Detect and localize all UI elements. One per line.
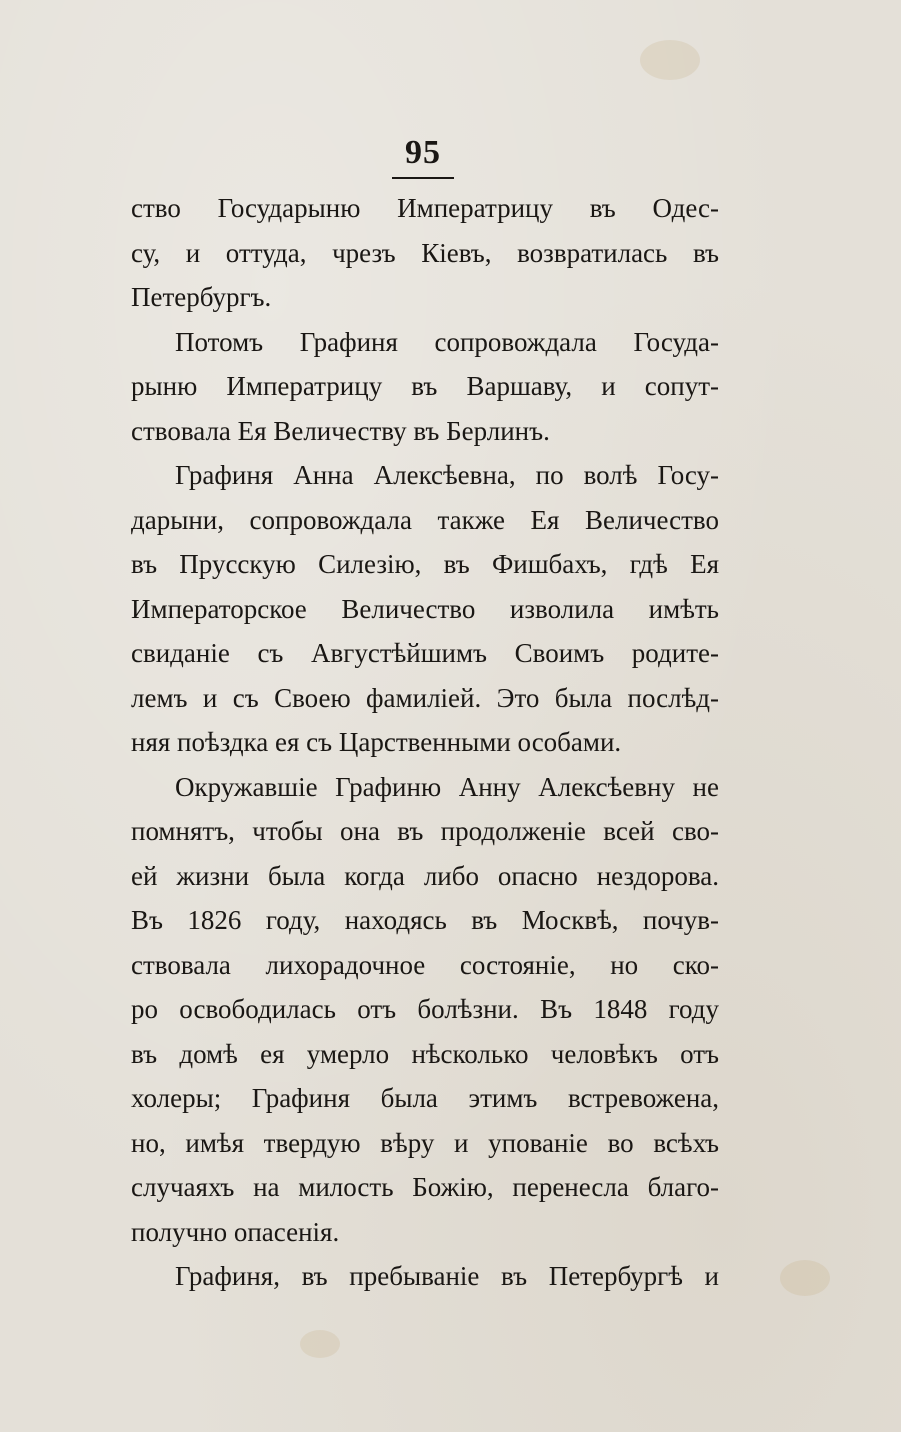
text-line: случаяхъ на милость Божію, перенесла благо- bbox=[131, 1172, 719, 1202]
page-number-rule bbox=[392, 177, 454, 179]
paper-stain bbox=[780, 1260, 830, 1296]
text-line: ро освободилась отъ болѣзни. Въ 1848 году bbox=[131, 994, 719, 1024]
text-line: лемъ и съ Своею фамиліей. Это была послѣд- bbox=[131, 682, 719, 713]
text-line: Императорское Величество изволила имѣть bbox=[131, 593, 719, 624]
text-line: Окружавшіе Графиню Анну Алексѣевну не bbox=[175, 771, 719, 802]
text-line: няя поѣздка ея съ Царственными особами. bbox=[131, 727, 622, 757]
text-line: Петербургъ. bbox=[131, 282, 272, 312]
text-line: въ Прусскую Силезію, въ Фишбахъ, гдѣ Ея bbox=[131, 549, 719, 579]
text-line: получно опасенія. bbox=[131, 1216, 340, 1247]
text-line: но, имѣя твердую вѣру и упованіе во всѣхъ bbox=[131, 1127, 719, 1158]
text-line: ствовала Ея Величеству въ Берлинъ. bbox=[131, 415, 550, 446]
paper-stain bbox=[300, 1330, 340, 1358]
body-text bbox=[131, 186, 719, 1299]
text-line: ствовала лихорадочное состояніе, но ско- bbox=[131, 949, 719, 980]
text-line: дарыни, сопровождала также Ея Величество bbox=[131, 504, 719, 535]
text-line: Графиня Анна Алексѣевна, по волѣ Госу- bbox=[175, 460, 719, 490]
text-line: Въ 1826 году, находясь въ Москвѣ, почув- bbox=[131, 905, 719, 935]
text-line: ей жизни была когда либо опасно нездорова. bbox=[131, 860, 719, 891]
text-line: Потомъ Графиня сопровождала Госуда- bbox=[175, 326, 719, 357]
text-line: рыню Императрицу въ Варшаву, и сопут- bbox=[131, 371, 719, 401]
text-line: въ домѣ ея умерло нѣсколько человѣкъ отъ bbox=[131, 1038, 719, 1069]
text-line: свиданіе съ Августѣйшимъ Своимъ родите- bbox=[131, 638, 719, 668]
text-line: су, и оттуда, чрезъ Кіевъ, возвратилась въ bbox=[131, 237, 719, 268]
text-line: Графиня, въ пребываніе въ Петербургѣ и bbox=[175, 1261, 719, 1291]
text-line: холеры; Графиня была этимъ встревожена, bbox=[131, 1083, 719, 1113]
text-line: помнятъ, чтобы она въ продолженіе всей сво- bbox=[131, 816, 719, 846]
text-line: ство Государыню Императрицу въ Одес- bbox=[131, 193, 719, 223]
paper-stain bbox=[640, 40, 700, 80]
page-number: 95 bbox=[405, 134, 441, 171]
